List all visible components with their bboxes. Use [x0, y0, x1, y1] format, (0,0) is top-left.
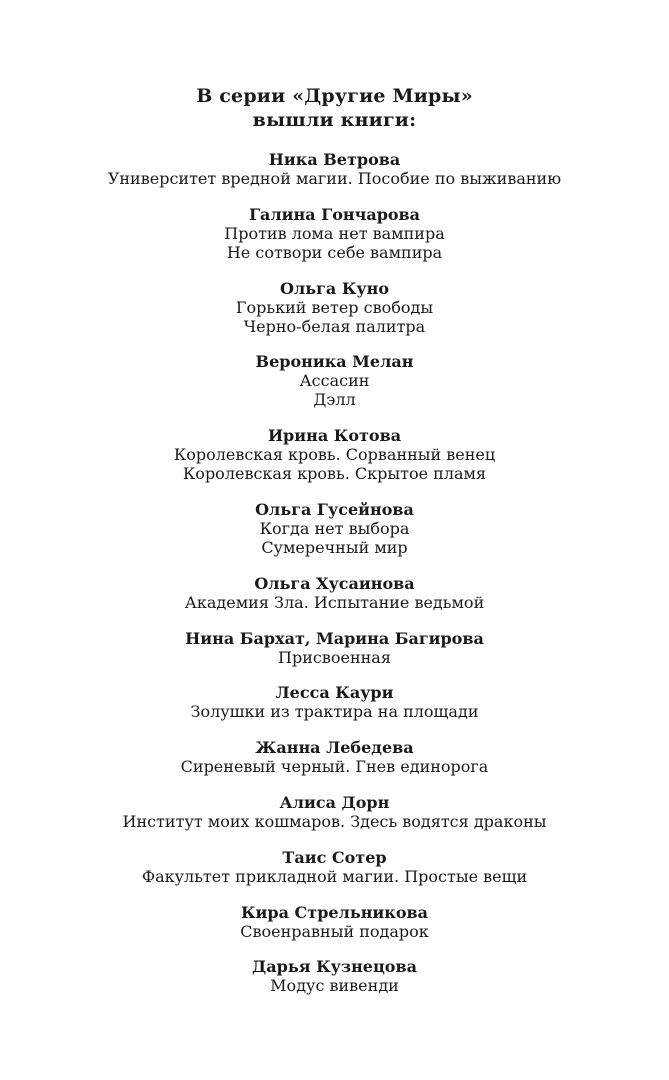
author-name: Жанна Лебедева [255, 738, 414, 758]
series-heading-line-1: В серии «Другие Миры» [196, 85, 473, 107]
book-title: Факультет прикладной магии. Простые вещи [141, 866, 528, 886]
book-entry [0, 574, 669, 612]
author-name: Вероника Мелан [255, 352, 414, 372]
book-entry [0, 683, 669, 721]
book-entry [0, 629, 669, 667]
book-title: Сумеречный мир [261, 537, 408, 557]
book-title: Против лома нет вампира [224, 223, 445, 243]
author-name: Ирина Котова [267, 426, 402, 446]
author-name: Таис Сотер [282, 847, 387, 867]
author-name: Ника Ветрова [268, 150, 401, 169]
author-name: Лесса Каури [275, 683, 394, 703]
book-entry [0, 150, 669, 188]
book-title: Присвоенная [278, 647, 391, 667]
book-entry [0, 279, 669, 336]
author-name: Ольга Куно [280, 278, 389, 298]
book-entry [0, 793, 669, 831]
book-title: Ассасин [299, 371, 370, 391]
author-name: Нина Бархат, Марина Багирова [185, 628, 484, 648]
author-name: Ольга Гусейнова [255, 499, 414, 519]
book-title: Когда нет выбора [259, 518, 410, 538]
book-title: Черно-белая палитра [243, 316, 426, 336]
book-title: Модус вивенди [270, 976, 399, 996]
book-entry [0, 848, 669, 886]
book-entry [0, 738, 669, 776]
book-entry [0, 957, 669, 995]
book-entry [0, 903, 669, 941]
series-heading-line-2: вышли книги: [252, 109, 417, 131]
author-name: Кира Стрельникова [241, 902, 428, 922]
book-title: Королевская кровь. Скрытое пламя [182, 464, 487, 484]
book-entry [0, 426, 669, 483]
book-entry [0, 205, 669, 262]
book-entry [0, 352, 669, 409]
book-list [0, 150, 669, 1012]
book-title: Дэлл [313, 390, 356, 410]
book-title: Университет вредной магии. Пособие по выживанию [107, 169, 562, 188]
book-title: Институт моих кошмаров. Здесь водятся драконы [122, 811, 547, 831]
book-title: Не сотвори себе вампира [226, 242, 443, 262]
author-name: Ольга Хусаинова [254, 573, 415, 593]
book-title: Горький ветер свободы [235, 297, 434, 317]
book-title: Золушки из трактира на площади [190, 702, 479, 722]
author-name: Дарья Кузнецова [252, 957, 417, 977]
book-title: Своенравный подарок [240, 921, 429, 941]
author-name: Галина Гончарова [248, 204, 421, 224]
author-name: Алиса Дорн [279, 792, 390, 812]
book-entry [0, 500, 669, 557]
book-title: Сиреневый черный. Гнев единорога [180, 757, 489, 777]
book-title: Академия Зла. Испытание ведьмой [184, 592, 485, 612]
series-heading [0, 84, 669, 132]
book-title: Королевская кровь. Сорванный венец [173, 445, 496, 465]
